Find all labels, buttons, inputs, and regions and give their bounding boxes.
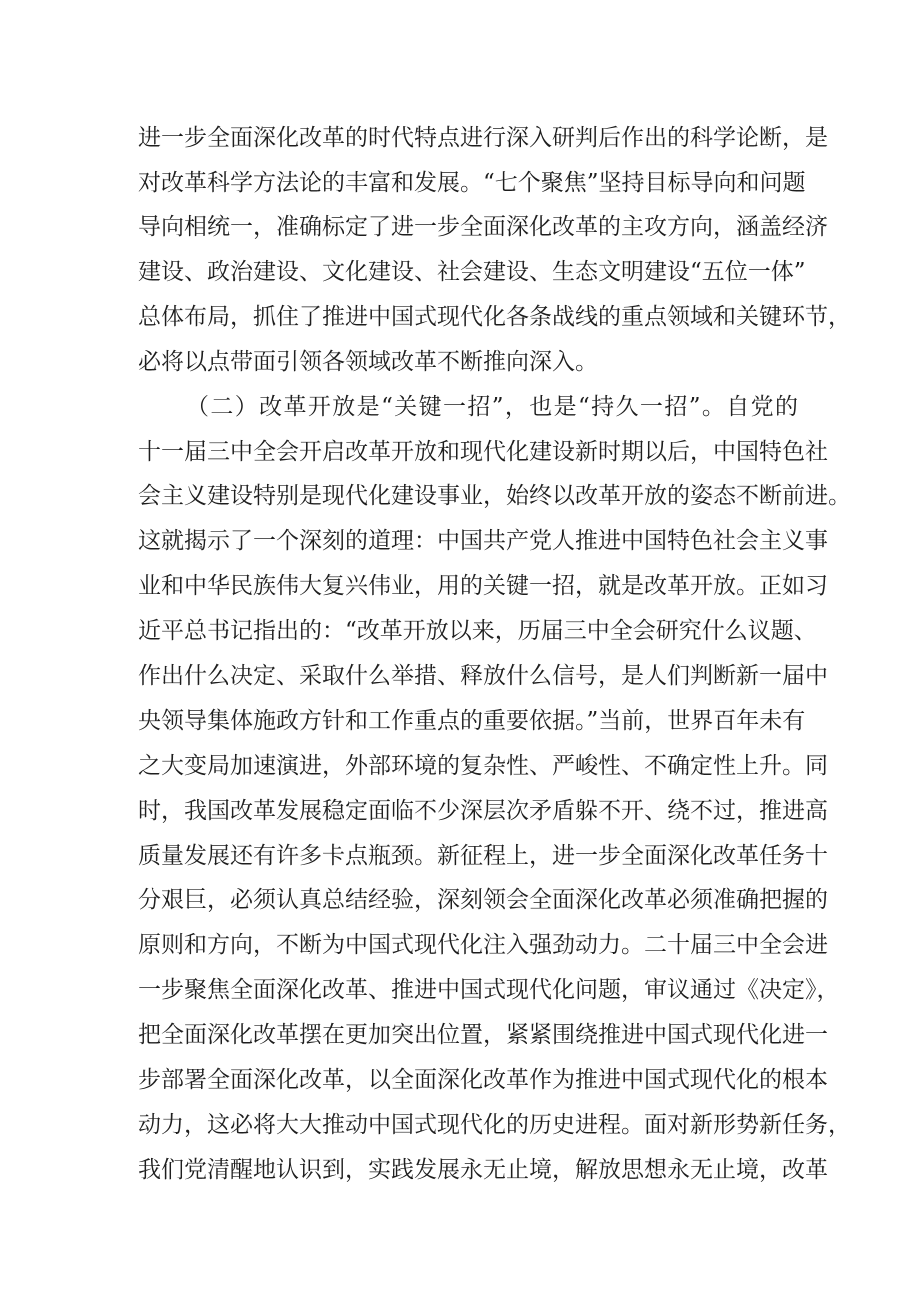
paragraph-line: 进一步全面深化改革的时代特点进行深入研判后作出的科学论断，是: [138, 125, 828, 151]
paragraph-line: 必将以点带面引领各领域改革不断推向深入。: [138, 349, 598, 375]
paragraph-line: 时，我国改革发展稳定面临不少深层次矛盾躲不开、绕不过，推进高: [138, 798, 828, 824]
paragraph-line: 总体布局，抓住了推进中国式现代化各条战线的重点领域和关键环节，: [138, 304, 851, 330]
paragraph-line: 近平总书记指出的：“改革开放以来，历届三中全会研究什么议题、: [138, 618, 817, 644]
paragraph-line: （二）改革开放是“关键一招”，也是“持久一招”。自党的: [186, 394, 798, 420]
paragraph-line: 建设、政治建设、文化建设、社会建设、生态文明建设“五位一体”: [138, 259, 806, 285]
paragraph-line: 这就揭示了一个深刻的道理：中国共产党人推进中国特色社会主义事: [138, 528, 828, 554]
paragraph-line: 步部署全面深化改革，以全面深化改革作为推进中国式现代化的根本: [138, 1067, 828, 1093]
paragraph-line: 作出什么决定、采取什么举措、释放什么信号，是人们判断新一届中: [138, 663, 828, 689]
paragraph-line: 把全面深化改革摆在更加突出位置，紧紧围绕推进中国式现代化进一: [138, 1022, 828, 1048]
paragraph-line: 会主义建设特别是现代化建设事业，始终以改革开放的姿态不断前进。: [138, 483, 851, 509]
paragraph-line: 分艰巨，必须认真总结经验，深刻领会全面深化改革必须准确把握的: [138, 887, 828, 913]
paragraph-line: 我们党清醒地认识到，实践发展永无止境，解放思想永无止境，改革: [138, 1157, 828, 1183]
paragraph-line: 十一届三中全会开启改革开放和现代化建设新时期以后，中国特色社: [138, 439, 828, 465]
paragraph-line: 一步聚焦全面深化改革、推进中国式现代化问题，审议通过《决定》，: [138, 977, 840, 1003]
paragraph-line: 原则和方向，不断为中国式现代化注入强劲动力。二十届三中全会进: [138, 932, 828, 958]
paragraph-line: 导向相统一，准确标定了进一步全面深化改革的主攻方向，涵盖经济: [138, 214, 828, 240]
paragraph-line: 业和中华民族伟大复兴伟业，用的关键一招，就是改革开放。正如习: [138, 573, 828, 599]
paragraph-line: 动力，这必将大大推动中国式现代化的历史进程。面对新形势新任务，: [138, 1112, 851, 1138]
paragraph-line: 质量发展还有许多卡点瓶颈。新征程上，进一步全面深化改革任务十: [138, 843, 828, 869]
paragraph-line: 之大变局加速演进，外部环境的复杂性、严峻性、不确定性上升。同: [138, 753, 828, 779]
paragraph-line: 对改革科学方法论的丰富和发展。“七个聚焦”坚持目标导向和问题: [138, 170, 806, 196]
paragraph-line: 央领导集体施政方针和工作重点的重要依据。”当前，世界百年未有: [138, 708, 806, 734]
